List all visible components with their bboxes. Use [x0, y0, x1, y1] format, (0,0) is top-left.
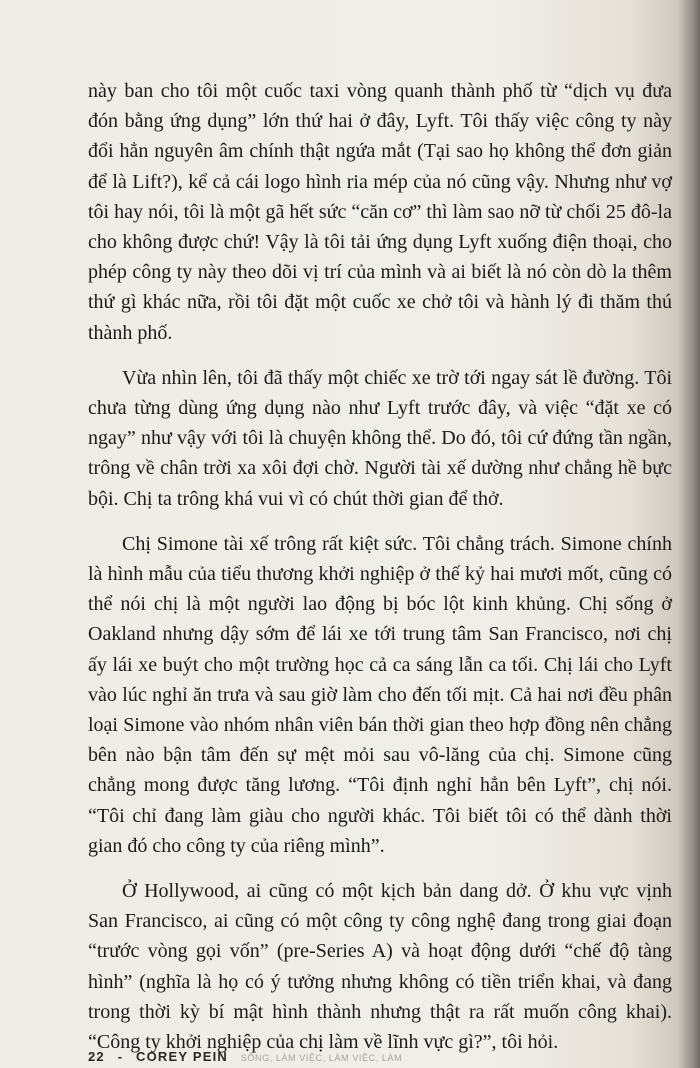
page-number: 22	[88, 1049, 105, 1064]
footer-separator: -	[117, 1049, 124, 1064]
author-name: COREY PEIN	[136, 1049, 228, 1064]
paragraph-3: Chị Simone tài xế trông rất kiệt sức. Tôi chẳng trách. Simone chính là hình mẫu của tiểu thương khởi nghiệp ở thế kỷ hai mươi mốt, cũng có thể nói chị là một người lao động bị bóc lột kinh khủng. Chị sống ở Oakland nhưng dậy sớm để lái xe tới trung tâm San Francisco, nơi chị ấy lái xe buýt cho một trường học cả ca sáng lẫn ca tối. Chị lái cho Lyft vào lúc nghỉ ăn trưa và sau giờ làm cho đến tối mịt. Cả hai nơi đều phân loại Simone vào nhóm nhân viên bán thời gian theo hợp đồng nên chẳng bên nào bận tâm đến sự mệt mỏi sau vô-lăng của chị. Simone cũng chẳng mong được tăng lương. “Tôi định nghỉ hẳn bên Lyft”, chị nói. “Tôi chỉ đang làm giàu cho người khác. Tôi biết tôi có thể dành thời gian đó cho công ty của riêng mình”.	[88, 532, 672, 857]
body-text	[88, 76, 672, 1068]
paragraph-2: Vừa nhìn lên, tôi đã thấy một chiếc xe trờ tới ngay sát lề đường. Tôi chưa từng dùng ứng dụng nào như Lyft trước đây, và việc “đặt xe có ngay” như vậy với tôi là chuyện không thể. Do đó, tôi cứ đứng tần ngần, trông về chân trời xa xôi đợi chờ. Người tài xế dường như chẳng hề bực bội. Chị ta trông khá vui vì có chút thời gian để thở.	[88, 366, 672, 510]
running-title: SỐNG, LÀM VIỆC, LÀM VIỆC, LÀM	[240, 1053, 403, 1063]
page-footer	[88, 1049, 402, 1064]
paragraph-1: này ban cho tôi một cuốc taxi vòng quanh thành phố từ “dịch vụ đưa đón bằng ứng dụng” lớn thứ hai ở đây, Lyft. Tôi thấy việc công ty này đổi hẳn nguyên âm chính thật ngứa mắt (Tại sao họ không thể đơn giản để là Lift?), kể cả cái logo hình ria mép của nó cũng vậy. Nhưng như vợ tôi hay nói, tôi là một gã hết sức “căn cơ” thì làm sao nỡ từ chối 25 đô-la cho không được chứ! Vậy là tôi tải ứng dụng Lyft xuống điện thoại, cho phép công ty này theo dõi vị trí của mình và ai biết là nó còn dò la thêm thứ gì khác nữa, rồi tôi đặt một cuốc xe chở tôi và hành lý đi thăm thú thành phố.	[88, 80, 672, 344]
paragraph-4: Ở Hollywood, ai cũng có một kịch bản dang dở. Ở khu vực vịnh San Francisco, ai cũng có một công ty công nghệ đang trong giai đoạn “trước vòng gọi vốn” (pre-Series A) và hoạt động dưới “chế độ tàng hình” (nghĩa là họ có ý tưởng nhưng không có tiền triển khai, và đang trong thời kỳ bí mật hình thành nhưng thật ra rất muốn công khai). “Công ty khởi nghiệp của chị làm về lĩnh vực gì?”, tôi hỏi.	[88, 880, 672, 1054]
